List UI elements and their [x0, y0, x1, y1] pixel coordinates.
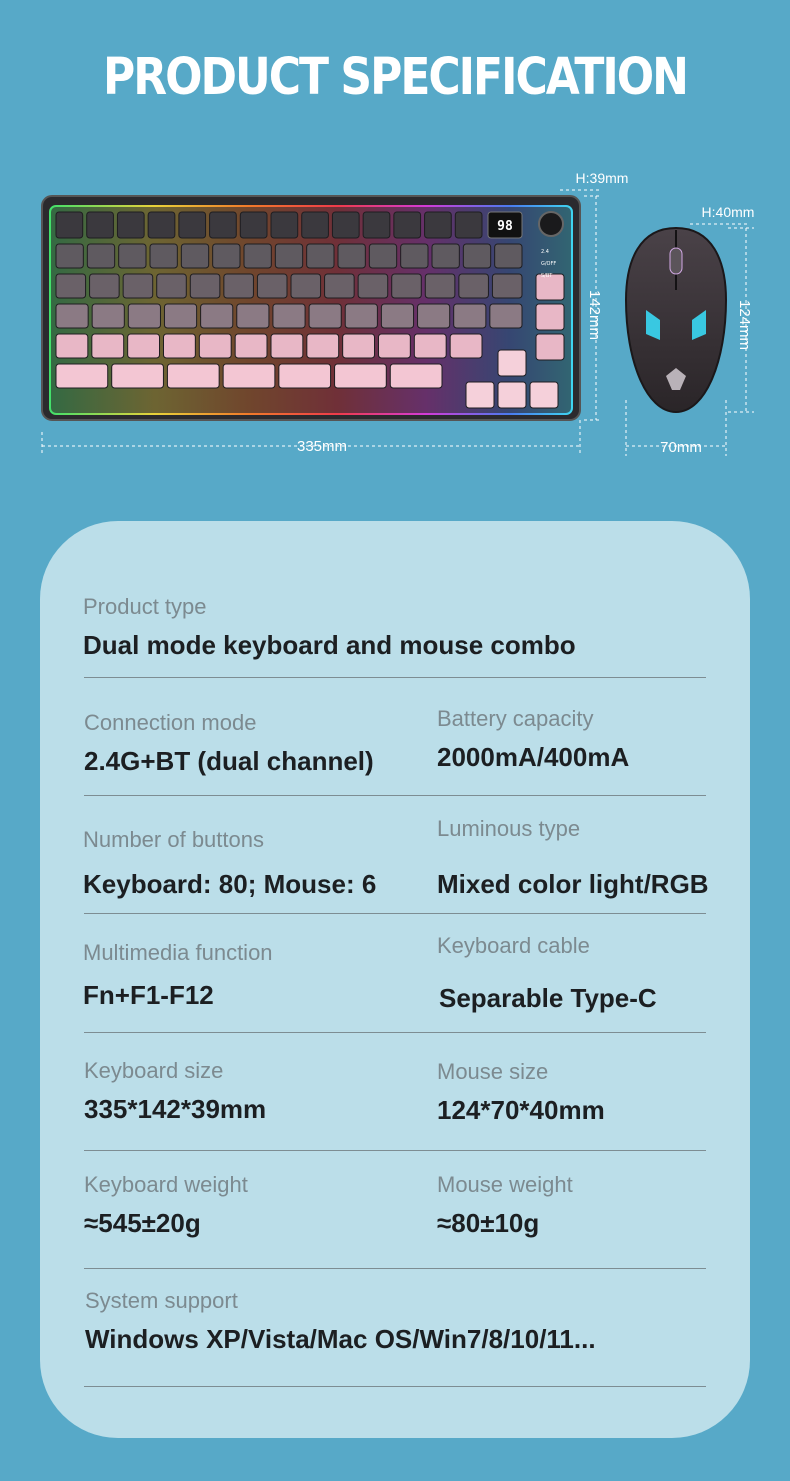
indicator-goff: G/OFF [541, 261, 557, 267]
keycap [358, 274, 388, 298]
keycap [492, 274, 522, 298]
spec-multimedia-function [83, 940, 273, 1011]
keycap [123, 274, 153, 298]
keycap [210, 212, 237, 238]
keycap [392, 274, 422, 298]
keycap [381, 304, 413, 328]
keycap [56, 334, 88, 358]
keycap [271, 334, 303, 358]
keycap [148, 212, 175, 238]
keyboard-height-label: H:39mm [575, 170, 629, 186]
keycap [167, 364, 219, 388]
keycap [325, 274, 355, 298]
spec-value: Keyboard: 80; Mouse: 6 [83, 869, 377, 899]
keycap [425, 212, 452, 238]
keycap [309, 304, 341, 328]
mouse-image [626, 228, 726, 412]
divider [84, 1032, 706, 1033]
spec-value: Windows XP/Vista/Mac OS/Win7/8/10/11... [85, 1324, 596, 1354]
spec-value: Mixed color light/RGB [437, 869, 709, 899]
spec-label: Mouse size [437, 1059, 549, 1084]
mouse-height-label: H:40mm [701, 204, 755, 220]
keycap [181, 244, 208, 268]
keycap [418, 304, 450, 328]
keycap [363, 212, 390, 238]
mouse-length-label: 124mm [736, 299, 753, 351]
keycap [271, 212, 298, 238]
arrow-keycap [498, 350, 526, 376]
spec-value: ≈545±20g [84, 1208, 201, 1238]
keycap [223, 364, 275, 388]
arrow-keycap [498, 382, 526, 408]
keycap [307, 244, 334, 268]
keycap [56, 364, 108, 388]
keycap [257, 274, 287, 298]
keycap [128, 304, 160, 328]
spec-value: ≈80±10g [437, 1208, 540, 1238]
spec-label: Keyboard size [84, 1058, 224, 1083]
keycap [56, 244, 83, 268]
keycap [87, 212, 114, 238]
keycap [332, 212, 359, 238]
spec-keyboard-cable [437, 933, 657, 1014]
keyboard-image [42, 196, 580, 420]
keycap [56, 274, 86, 298]
spec-keyboard-size [84, 1058, 266, 1125]
spec-label: Keyboard weight [84, 1172, 248, 1197]
keycap [302, 212, 329, 238]
keycap [536, 334, 564, 360]
keycap [455, 212, 482, 238]
keycap [279, 364, 331, 388]
keycap [224, 274, 254, 298]
keycap [338, 244, 365, 268]
indicator-sbt: S/BT [541, 273, 553, 279]
keyboard-width-label: 335mm [296, 438, 348, 455]
spec-value: 2.4G+BT (dual channel) [84, 746, 374, 776]
keycap [199, 334, 231, 358]
spec-product-type [83, 594, 576, 661]
keycap [291, 274, 321, 298]
keycap [157, 274, 187, 298]
keycap [179, 212, 206, 238]
keycap [119, 244, 146, 268]
spec-label: Mouse weight [437, 1172, 573, 1197]
spec-label: Battery capacity [437, 706, 594, 731]
spec-keyboard-weight [84, 1172, 248, 1239]
keycap [164, 304, 196, 328]
spec-value: 124*70*40mm [437, 1095, 605, 1125]
arrow-keycap [530, 382, 558, 408]
keyboard-screen-readout: 98 [497, 219, 513, 234]
spec-value: 2000mA/400mA [437, 742, 630, 772]
keycap [273, 304, 305, 328]
spec-system-support [85, 1288, 596, 1355]
spec-value: 335*142*39mm [84, 1094, 267, 1124]
spec-value: Fn+F1-F12 [83, 980, 214, 1010]
keycap [201, 304, 233, 328]
keycap [379, 334, 411, 358]
spec-mouse-size [437, 1059, 605, 1126]
keycap [87, 244, 114, 268]
spec-label: System support [85, 1288, 238, 1313]
keycap [459, 274, 489, 298]
keycap [275, 244, 302, 268]
spec-connection-mode [84, 710, 374, 777]
keycap [117, 212, 144, 238]
spec-label: Number of buttons [83, 827, 264, 852]
spec-label: Luminous type [437, 816, 581, 841]
arrow-keycap [466, 382, 494, 408]
spec-label: Multimedia function [83, 940, 273, 965]
keycap [150, 244, 177, 268]
keycap [343, 334, 375, 358]
keycap [463, 244, 490, 268]
spec-number-of-buttons [83, 827, 376, 900]
keycap [128, 334, 160, 358]
keycap [369, 244, 396, 268]
keycap [237, 304, 269, 328]
keycap [335, 364, 387, 388]
keycap [454, 304, 486, 328]
page-title: PRODUCT SPECIFICATION [102, 48, 688, 107]
spec-luminous-type [437, 816, 709, 900]
keycap [56, 212, 83, 238]
keycap [235, 334, 267, 358]
keycap [401, 244, 428, 268]
keycap [450, 334, 482, 358]
divider [84, 913, 706, 914]
keycap [307, 334, 339, 358]
keycap [490, 304, 522, 328]
spec-label: Keyboard cable [437, 933, 590, 958]
keycap [164, 334, 196, 358]
keycap [536, 304, 564, 330]
keycap [190, 274, 220, 298]
indicator-24: 2.4 [541, 249, 549, 255]
keycap [90, 274, 120, 298]
divider [84, 1150, 706, 1151]
keycap [432, 244, 459, 268]
product-dimension-diagram [0, 150, 790, 470]
spec-mouse-weight [437, 1172, 573, 1239]
divider [84, 1386, 706, 1387]
spec-battery-capacity [437, 706, 629, 773]
keycap [112, 364, 164, 388]
keycap [213, 244, 240, 268]
keycap [390, 364, 442, 388]
mouse-width-label: 70mm [660, 439, 702, 456]
keycap [244, 244, 271, 268]
keycap [240, 212, 267, 238]
keycap [56, 304, 88, 328]
divider [84, 1268, 706, 1269]
divider [84, 677, 706, 678]
keycap [425, 274, 455, 298]
product-illustration [0, 150, 790, 470]
spec-value: Separable Type-C [439, 983, 657, 1013]
spec-label: Product type [83, 594, 207, 619]
keycap [92, 304, 124, 328]
keycap [414, 334, 446, 358]
keycap [92, 334, 124, 358]
keycap [345, 304, 377, 328]
keycap [495, 244, 522, 268]
keyboard-depth-label: 142mm [586, 289, 603, 341]
divider [84, 795, 706, 796]
spec-value: Dual mode keyboard and mouse combo [83, 630, 576, 660]
spec-label: Connection mode [84, 710, 257, 735]
keycap [394, 212, 421, 238]
